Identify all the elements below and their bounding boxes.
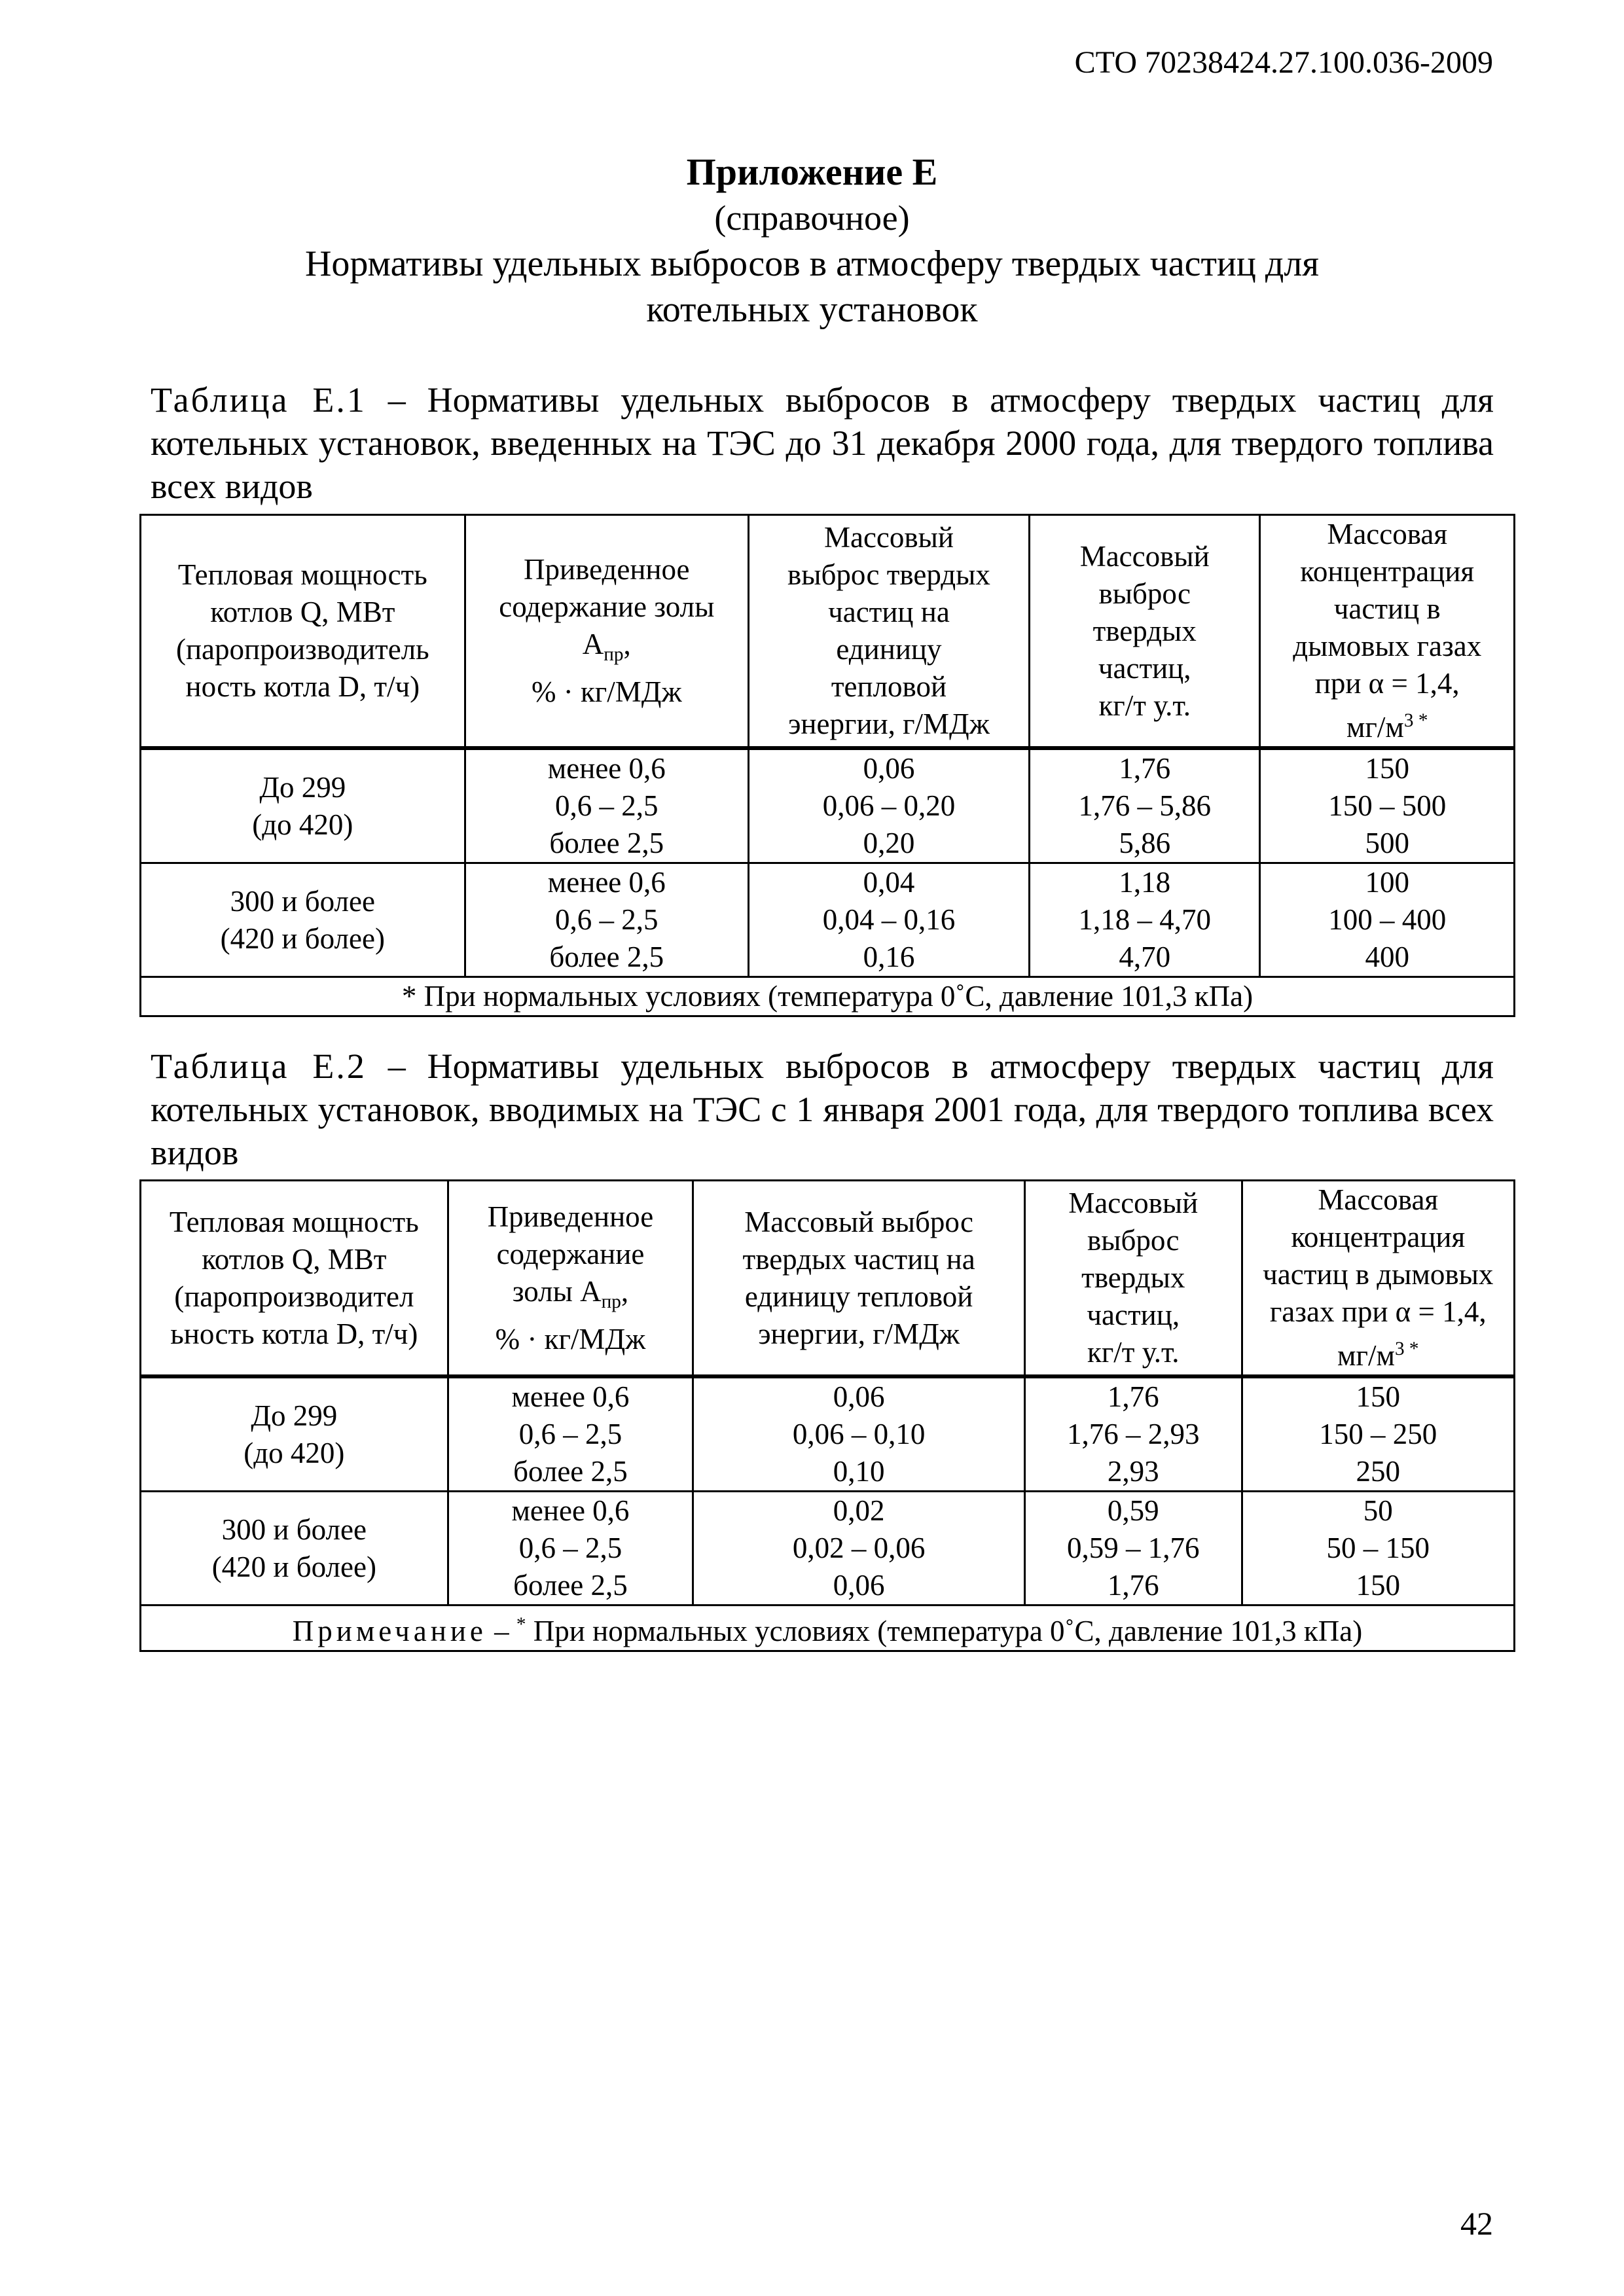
table2-header-emission-energy: Массовый выброс твердых частиц на единицу тепловой энергии, г/МДж	[693, 1181, 1025, 1377]
page-number: 42	[1460, 2205, 1493, 2242]
table1-row2-concentration: 100 100 – 400 400	[1260, 863, 1515, 977]
table1-row2-ash: менее 0,6 0,6 – 2,5 более 2,5	[465, 863, 748, 977]
table2-caption-text: – Нормативы удельных выбросов в атмосферу твердых частиц для котельных установок, вводимых на ТЭС с 1 января 2001 года, для твердого топлива всех видов	[151, 1047, 1494, 1172]
appendix-subtitle-line1: Нормативы удельных выбросов в атмосферу твердых частиц для	[304, 243, 1320, 284]
appendix-heading	[131, 149, 1493, 332]
table1-label: Таблица Е.1	[151, 380, 367, 420]
table1-header-ash: Приведенное содержание золы $A_{пр}$, % · кг/МДж	[465, 515, 748, 749]
table1-header-row	[141, 515, 1515, 749]
document-code: СТО 70238424.27.100.036-2009	[1074, 45, 1493, 80]
table1-row2-emission-energy: 0,04 0,04 – 0,16 0,16	[748, 863, 1029, 977]
table1-caption-text: – Нормативы удельных выбросов в атмосферу твердых частиц для котельных установок, введенных на ТЭС до 31 декабря 2000 года, для твердого топлива всех видов	[151, 380, 1494, 506]
table2	[139, 1179, 1515, 1652]
table1-row2-power: 300 и более (420 и более)	[141, 863, 465, 977]
table2-row1-power: До 299 (до 420)	[141, 1376, 448, 1492]
table1-header-emission-energy: Массовый выброс твердых частиц на единицу тепловой энергии, г/МДж	[748, 515, 1029, 749]
table2-caption	[151, 1045, 1494, 1174]
table2-note-dash: –	[486, 1615, 516, 1647]
table1	[139, 514, 1515, 1017]
table2-header-power: Тепловая мощность котлов Q, МВт (паропроизводител ьность котла D, т/ч)	[141, 1181, 448, 1377]
table2-row1-emission-energy: 0,06 0,06 – 0,10 0,10	[693, 1376, 1025, 1492]
table2-note-label: Примечание	[292, 1615, 487, 1647]
table1-row2-emission-fuel: 1,18 1,18 – 4,70 4,70	[1029, 863, 1259, 977]
table2-row2-power: 300 и более (420 и более)	[141, 1492, 448, 1605]
table1-header-emission-fuel: Массовый выброс твердых частиц, кг/т у.т.	[1029, 515, 1259, 749]
table2-row2-concentration: 50 50 – 150 150	[1242, 1492, 1514, 1605]
appendix-title: Приложение Е	[686, 151, 938, 193]
appendix-subtitle-line2: котельных установок	[646, 289, 978, 330]
table-row	[141, 1376, 1515, 1492]
table1-row1-power: До 299 (до 420)	[141, 748, 465, 863]
table2-row2-emission-fuel: 0,59 0,59 – 1,76 1,76	[1024, 1492, 1242, 1605]
table1-header-power: Тепловая мощность котлов Q, МВт (паропроизводитель ность котла D, т/ч)	[141, 515, 465, 749]
table-row	[141, 1492, 1515, 1605]
table2-note	[141, 1605, 1515, 1651]
table2-header-ash: Приведенное содержание золы $A_{пр}$, % · кг/МДж	[448, 1181, 693, 1377]
table2-row1-concentration: 150 150 – 250 250	[1242, 1376, 1514, 1492]
table2-row1-ash: менее 0,6 0,6 – 2,5 более 2,5	[448, 1376, 693, 1492]
table2-note-row	[141, 1605, 1515, 1651]
table1-row1-ash: менее 0,6 0,6 – 2,5 более 2,5	[465, 748, 748, 863]
table2-row1-emission-fuel: 1,76 1,76 – 2,93 2,93	[1024, 1376, 1242, 1492]
table1-row1-emission-fuel: 1,76 1,76 – 5,86 5,86	[1029, 748, 1259, 863]
table2-note-star: *	[516, 1614, 526, 1635]
table2-note-text: При нормальных условиях (температура 0˚С, давление 101,3 кПа)	[526, 1615, 1363, 1647]
table1-footnote: * При нормальных условиях (температура 0˚С, давление 101,3 кПа)	[141, 977, 1515, 1016]
appendix-status: (справочное)	[714, 198, 910, 238]
table2-header-row	[141, 1181, 1515, 1377]
table2-row2-emission-energy: 0,02 0,02 – 0,06 0,06	[693, 1492, 1025, 1605]
table1-header-concentration: Массовая концентрация частиц в дымовых газах при α = 1,4, $мг/м^{3 *}$	[1260, 515, 1515, 749]
table2-row2-ash: менее 0,6 0,6 – 2,5 более 2,5	[448, 1492, 693, 1605]
table2-header-concentration: Массовая концентрация частиц в дымовых газах при α = 1,4, $мг/м^{3 *}$	[1242, 1181, 1514, 1377]
table1-row1-emission-energy: 0,06 0,06 – 0,20 0,20	[748, 748, 1029, 863]
table2-header-emission-fuel: Массовый выброс твердых частиц, кг/т у.т.	[1024, 1181, 1242, 1377]
table1-footnote-row	[141, 977, 1515, 1016]
table1-row1-concentration: 150 150 – 500 500	[1260, 748, 1515, 863]
table2-label: Таблица Е.2	[151, 1047, 367, 1086]
table-row	[141, 863, 1515, 977]
table-row	[141, 748, 1515, 863]
table1-caption	[151, 378, 1494, 508]
